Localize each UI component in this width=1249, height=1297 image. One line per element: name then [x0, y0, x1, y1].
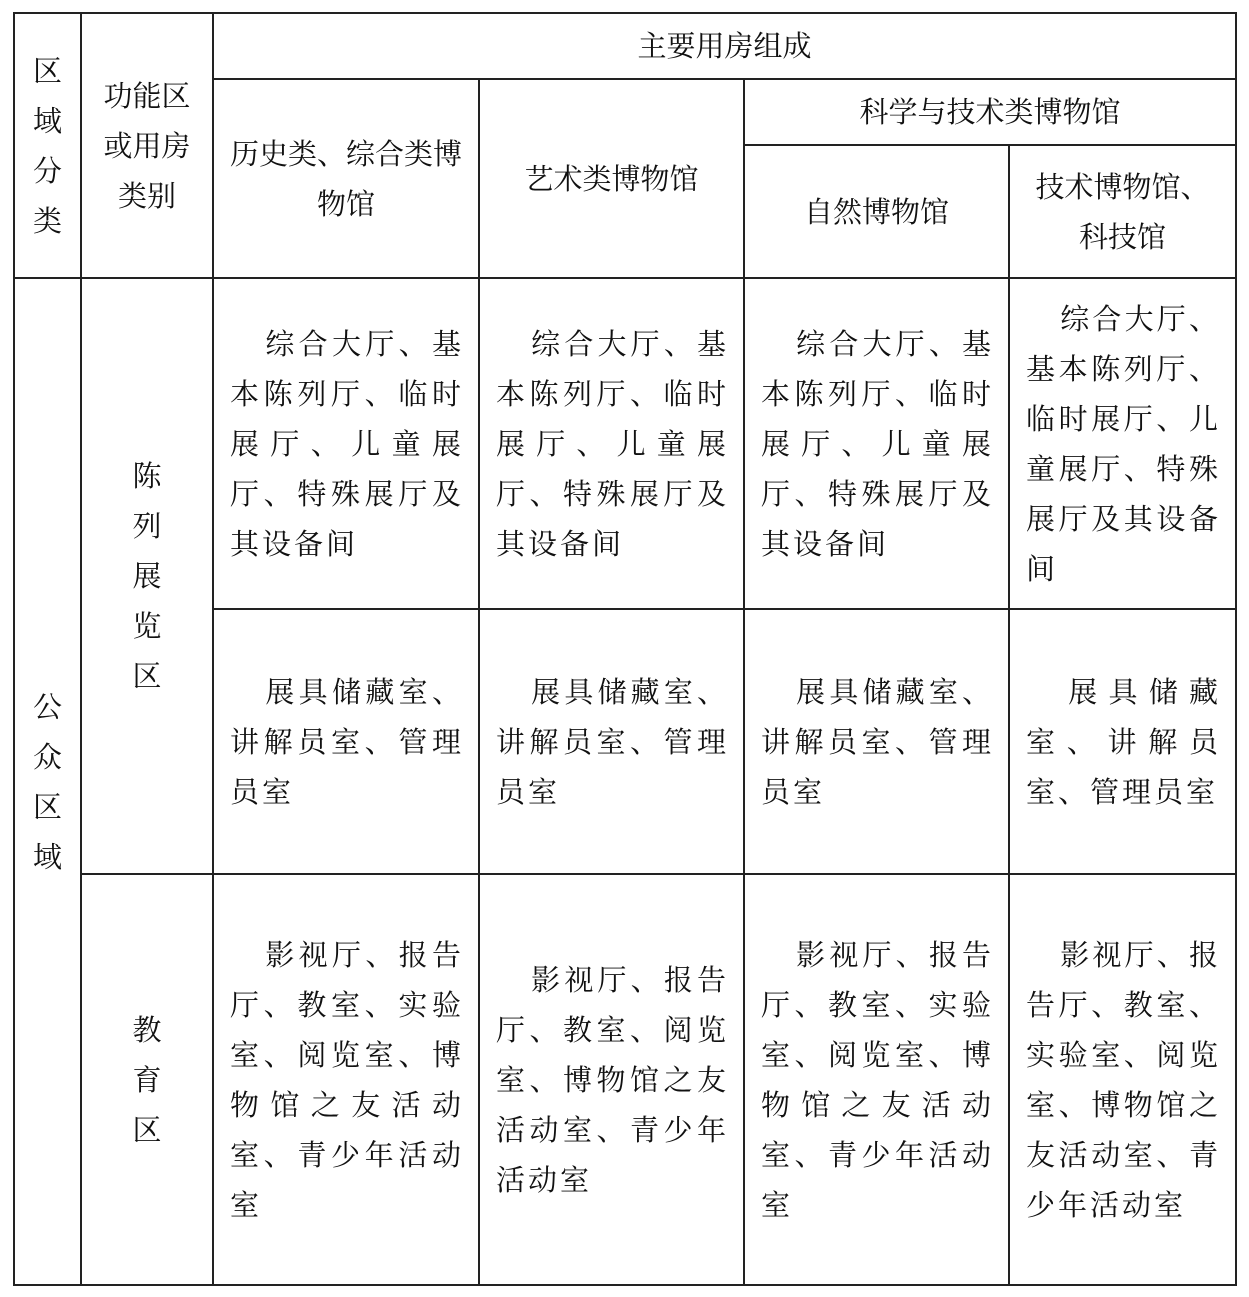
header-tech-text: 技术博物馆、科技馆	[1035, 169, 1210, 254]
header-art-text: 艺术类博物馆	[524, 161, 699, 196]
table-cell	[1009, 609, 1236, 874]
header-function	[81, 13, 213, 278]
zone-education	[81, 874, 213, 1285]
table-cell	[479, 278, 744, 609]
header-science	[744, 79, 1236, 145]
header-history	[213, 79, 479, 278]
table-cell	[1009, 874, 1236, 1285]
cell-text: 综合大厅、基本陈列厅、临时展厅、儿童展厅、特殊展厅及其设备间	[496, 326, 729, 561]
header-main	[213, 13, 1236, 79]
cell-text: 影视厅、报告厅、教室、实验室、阅览室、博物馆之友活动室、青少年活动室	[230, 937, 464, 1222]
table-cell	[744, 609, 1009, 874]
region-public-text: 公众区域	[33, 689, 63, 874]
header-nature-text: 自然博物馆	[803, 194, 949, 229]
zone-education-text: 教育区	[132, 1012, 162, 1147]
table-cell	[213, 278, 479, 609]
header-science-text: 科学与技术类博物馆	[859, 95, 1121, 129]
table-cell	[1009, 278, 1236, 609]
table-cell	[744, 278, 1009, 609]
museum-rooms-table	[13, 12, 1237, 1286]
header-art	[479, 79, 744, 278]
header-function-text: 功能区或用房类别	[103, 78, 191, 213]
table-cell	[479, 609, 744, 874]
header-history-text: 历史类、综合类博物馆	[229, 136, 462, 221]
header-nature	[744, 145, 1009, 278]
header-region	[14, 13, 81, 278]
table-cell	[213, 874, 479, 1285]
zone-exhibition	[81, 278, 213, 874]
table-cell	[479, 874, 744, 1285]
cell-text: 展具储藏室、讲解员室、管理员室	[1026, 674, 1222, 809]
header-region-text: 区域分类	[33, 53, 63, 238]
cell-text: 展具储藏室、讲解员室、管理员室	[496, 674, 729, 809]
header-main-text: 主要用房组成	[637, 29, 812, 63]
cell-text: 影视厅、报告厅、教室、阅览室、博物馆之友活动室、青少年活动室	[496, 962, 729, 1197]
cell-text: 影视厅、报告厅、教室、实验室、阅览室、博物馆之友活动室、青少年活动室	[1026, 937, 1222, 1222]
cell-text: 综合大厅、基本陈列厅、临时展厅、儿童展厅、特殊展厅及其设备间	[1026, 301, 1222, 586]
region-public	[14, 278, 81, 1285]
cell-text: 影视厅、报告厅、教室、实验室、阅览室、博物馆之友活动室、青少年活动室	[761, 937, 994, 1222]
cell-text: 展具储藏室、讲解员室、管理员室	[761, 674, 994, 809]
cell-text: 综合大厅、基本陈列厅、临时展厅、儿童展厅、特殊展厅及其设备间	[230, 326, 464, 561]
zone-exhibition-text: 陈列展览区	[132, 459, 162, 693]
table-cell	[213, 609, 479, 874]
cell-text: 综合大厅、基本陈列厅、临时展厅、儿童展厅、特殊展厅及其设备间	[761, 326, 994, 561]
table-cell	[744, 874, 1009, 1285]
cell-text: 展具储藏室、讲解员室、管理员室	[230, 674, 464, 809]
header-tech	[1009, 145, 1236, 278]
